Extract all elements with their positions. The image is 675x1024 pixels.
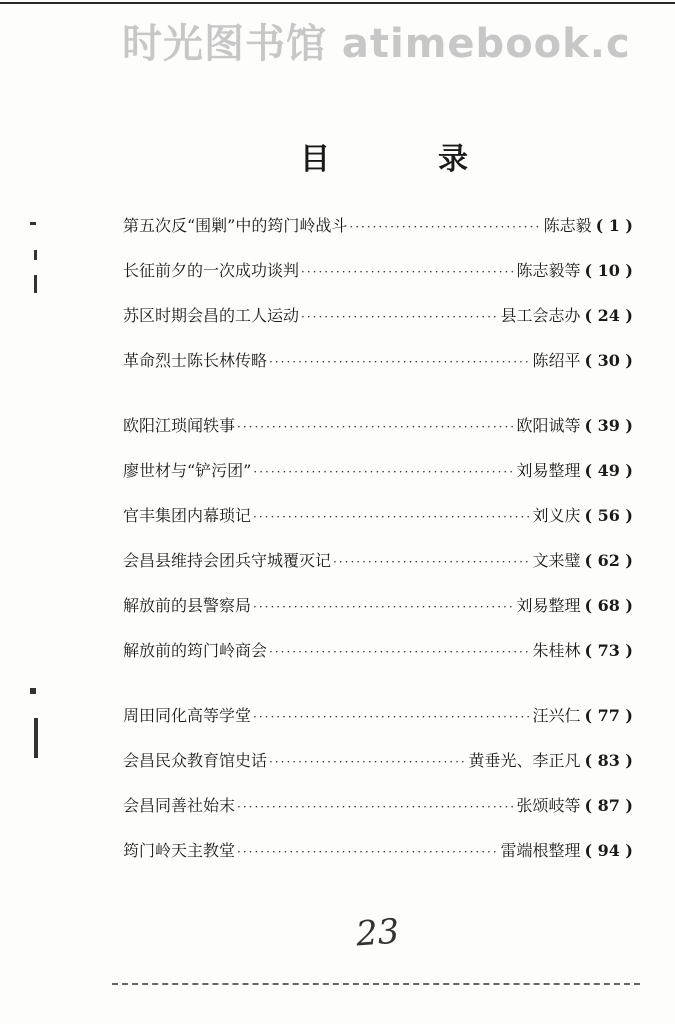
entry-page: ( 68 ) — [584, 596, 633, 615]
entry-page: ( 77 ) — [584, 706, 633, 725]
toc-entry[interactable] — [123, 835, 633, 880]
dot-leader — [301, 256, 514, 288]
entry-page: ( 10 ) — [584, 261, 633, 280]
entry-page: ( 87 ) — [584, 796, 633, 815]
entry-title: 苏区时期会昌的工人运动 — [123, 306, 300, 325]
dot-leader — [349, 211, 541, 243]
handwritten-page-number: 23 — [354, 911, 401, 955]
bottom-dashed-line — [112, 983, 640, 985]
toc-group-2 — [123, 410, 633, 680]
scan-speck — [30, 688, 36, 694]
entry-page: ( 62 ) — [584, 551, 633, 570]
entry-author: 文来璧 — [532, 551, 581, 570]
scan-speck — [30, 222, 36, 225]
toc-entry[interactable] — [123, 410, 633, 455]
entry-title: 会昌民众教育馆史话 — [123, 751, 268, 770]
scan-speck — [34, 250, 37, 260]
entry-author: 刘易整理 — [516, 596, 581, 615]
entry-author: 县工会志办 — [500, 306, 581, 325]
entry-title: 欧阳江琐闻轶事 — [123, 416, 236, 435]
entry-title: 解放前的县警察局 — [123, 596, 252, 615]
dot-leader — [269, 746, 466, 778]
entry-author: 张颂岐等 — [516, 796, 581, 815]
entry-title: 筠门岭天主教堂 — [123, 841, 236, 860]
dot-leader — [237, 836, 498, 868]
entry-page: ( 1 ) — [595, 216, 633, 235]
entry-author: 黄垂光、李正凡 — [468, 751, 581, 770]
entry-page: ( 24 ) — [584, 306, 633, 325]
toc-entry[interactable] — [123, 500, 633, 545]
toc-entry[interactable] — [123, 590, 633, 635]
scan-speck — [34, 275, 37, 293]
toc-entry[interactable] — [123, 300, 633, 345]
dot-leader — [237, 411, 514, 443]
entry-title: 解放前的筠门岭商会 — [123, 641, 268, 660]
entry-author: 雷端根整理 — [500, 841, 581, 860]
toc-entry[interactable] — [123, 210, 633, 255]
toc-entry[interactable] — [123, 345, 633, 390]
entry-author: 陈绍平 — [532, 351, 581, 370]
dot-leader — [301, 301, 498, 333]
entry-title: 会昌县维持会团兵守城覆灭记 — [123, 551, 332, 570]
dot-leader — [253, 591, 514, 623]
toc-entry[interactable] — [123, 745, 633, 790]
entry-author: 汪兴仁 — [532, 706, 581, 725]
entry-author: 刘易整理 — [516, 461, 581, 480]
entry-author: 刘义庆 — [532, 506, 581, 525]
dot-leader — [269, 636, 530, 668]
entry-title: 革命烈士陈长林传略 — [123, 351, 268, 370]
entry-page: ( 39 ) — [584, 416, 633, 435]
entry-page: ( 83 ) — [584, 751, 633, 770]
dot-leader — [269, 346, 530, 378]
table-of-contents — [123, 210, 633, 900]
entry-author: 朱桂林 — [532, 641, 581, 660]
entry-title: 周田同化高等学堂 — [123, 706, 252, 725]
top-border-line — [0, 2, 675, 4]
toc-entry[interactable] — [123, 635, 633, 680]
toc-entry[interactable] — [123, 455, 633, 500]
entry-author: 欧阳诚等 — [516, 416, 581, 435]
dot-leader — [237, 791, 514, 823]
watermark: 时光图书馆 atimebook.c — [122, 21, 631, 67]
entry-title: 第五次反“围剿”中的筠门岭战斗 — [123, 216, 348, 235]
entry-title: 官丰集团内幕琐记 — [123, 506, 252, 525]
entry-page: ( 94 ) — [584, 841, 633, 860]
toc-entry[interactable] — [123, 545, 633, 590]
toc-entry[interactable] — [123, 255, 633, 300]
entry-page: ( 73 ) — [584, 641, 633, 660]
dot-leader — [253, 701, 530, 733]
scan-speck — [34, 718, 38, 758]
entry-title: 长征前夕的一次成功谈判 — [123, 261, 300, 280]
page-title: 目录 — [300, 142, 576, 177]
entry-title: 会昌同善社始末 — [123, 796, 236, 815]
dot-leader — [333, 546, 530, 578]
toc-group-3 — [123, 700, 633, 880]
entry-author: 陈志毅等 — [516, 261, 581, 280]
entry-page: ( 56 ) — [584, 506, 633, 525]
entry-author: 陈志毅 — [543, 216, 592, 235]
toc-entry[interactable] — [123, 700, 633, 745]
toc-entry[interactable] — [123, 790, 633, 835]
dot-leader — [253, 501, 530, 533]
toc-group-1 — [123, 210, 633, 390]
entry-title: 廖世材与“铲污团” — [123, 461, 252, 480]
dot-leader — [253, 456, 514, 488]
entry-page: ( 49 ) — [584, 461, 633, 480]
entry-page: ( 30 ) — [584, 351, 633, 370]
